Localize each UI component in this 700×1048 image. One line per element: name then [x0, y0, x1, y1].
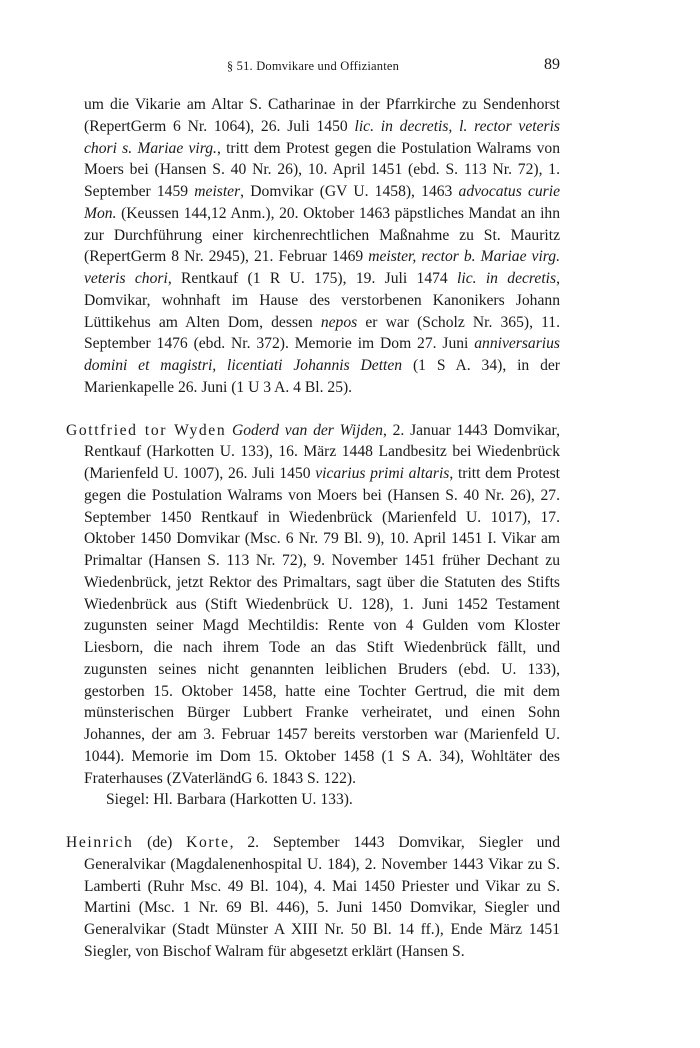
latin-term: meister [194, 183, 241, 200]
entry-gap [66, 811, 560, 832]
entry-gottfried-tor-wyden [66, 420, 560, 790]
entry-name-particle: (de) [133, 834, 187, 851]
latin-term: advocatus curie Mon. [84, 183, 560, 222]
text-run: , 2. Januar 1443 Domvikar, Rentkauf (Harkotten U. 133), 16. März 1448 Landbesitz bei Wiedenbrück (Marienfeld U. 1007), 26. Juli 1450 [84, 421, 560, 482]
entry-name-last: Korte [186, 834, 230, 851]
text-run: er war (Scholz Nr. 365), 11. September 1476 (ebd. Nr. 372). Memorie im Dom 27. Juni [84, 313, 561, 353]
text-run: , Domvikar (GV U. 1458), 1463 [240, 183, 459, 200]
text-run: , tritt dem Protest gegen die Postulation Walrams von Moers bei (Hansen S. 40 Nr. 26), 10. April 1451 (ebd. S. 113 Nr. 72), 1. September 1459 [84, 139, 560, 200]
text-run: (Keussen 144,12 Anm.), 20. Oktober 1463 päpstliches Mandat an ihn zur Durchführung einer kirchenrechtlichen Maßnahme zu St. Mauritz (RepertGerm 8 Nr. 2945), 21. Februar 1469 [84, 204, 560, 266]
entry-name: Gottfried tor Wyden [66, 421, 227, 439]
latin-term: nepos [320, 313, 358, 331]
entry-gap [66, 399, 560, 420]
text-run: , tritt dem Protest gegen die Postulation Walrams von Moers bei (Hansen S. 40 Nr. 26), 27. September 1450 Rentkauf in Wiedenbrück (Marienfeld U. 1017), 17. Oktober 1450 Domvikar (Msc. 6 Nr. 79 Bl. 9), 10. April 1451 I. Vikar am Primaltar (Hansen S. 113 Nr. 72), 9. November 1451 früher Dechant zu Wiedenbrück, jetzt Rektor des Primaltars, sagt über die Statuten des Stifts Wiedenbrück aus (Stift Wiedenbrück U. 128), 1. Juni 1452 Testament zugunsten seiner Magd Mechtildis: Rente von 4 Gulden vom Kloster Liesborn, die nach ihrem Tode an das Stift Wiedenbrück fällt, und zugunsten seines nicht genannten leiblichen Bruders (ebd. U. 133), gestorben 15. Oktober 1458, hatte eine Tochter Gertrud, die mit dem münsterischen Bürger Lubbert Franke verheiratet, und einen Sohn Johannes, der am 3. Februar 1457 bereits verstorben war (Marienfeld U. 1044). Memorie im Dom 15. Oktober 1458 (1 S A. 34), Wohltäter des Fraterhauses (ZVaterländG 6. 1843 S. 122). [84, 465, 560, 787]
name-variant: Goderd van der Wijden [231, 421, 383, 439]
text-run: , Domvikar, wohnhaft im Hause des verstorbenen Kanonikers Johann Lüttikehus am Alten Dom, dessen [84, 270, 560, 331]
running-head [66, 56, 560, 78]
entry-continuation [66, 94, 560, 399]
body-text [66, 94, 560, 963]
latin-term: lic. in decretis, l. rector veteris chori s. Mariae virg. [84, 117, 560, 157]
latin-term: anniversarius domini et magistri, licentiati Johannis Detten [84, 335, 560, 374]
text-run: , Rentkauf (1 R U. 175), 19. Juli 1474 [167, 270, 458, 287]
running-title: § 51. Domvikare und Offizianten [226, 59, 400, 73]
entry-heinrich-korte [66, 832, 560, 963]
latin-term: meister, rector b. Mariae virg. veteris chori [84, 248, 560, 287]
text-run: um die Vikarie am Altar S. Catharinae in der Pfarrkirche zu Sendenhorst (RepertGerm 6 Nr. 1064), 26. Juli 1450 [84, 96, 560, 135]
seal-note: Siegel: Hl. Barbara (Harkotten U. 133). [106, 791, 353, 809]
latin-term: lic. in decretis [457, 270, 557, 287]
text-run: (1 S A. 34), in der Marienkapelle 26. Juni (1 U 3 A. 4 Bl. 25). [84, 357, 560, 396]
text-run: , 2. September 1443 Domvikar, Siegler und Generalvikar (Magdalenenhospital U. 184), 2. November 1443 Vikar zu S. Lamberti (Ruhr Msc. 49 Bl. 104), 4. Mai 1450 Priester und Vikar zu S. Martini (Msc. 1 Nr. 69 Bl. 446), 5. Juni 1450 Domvikar, Siegler und Generalvikar (Stadt Münster A XIII Nr. 50 Bl. 14 ff.), Ende März 1451 Siegler, von Bischof Walram für abgesetzt erklärt (Hansen S. [84, 834, 561, 960]
page-number: 89 [544, 56, 560, 73]
entry-name-first: Heinrich [66, 834, 134, 851]
latin-term: vicarius primi altaris [315, 465, 450, 482]
